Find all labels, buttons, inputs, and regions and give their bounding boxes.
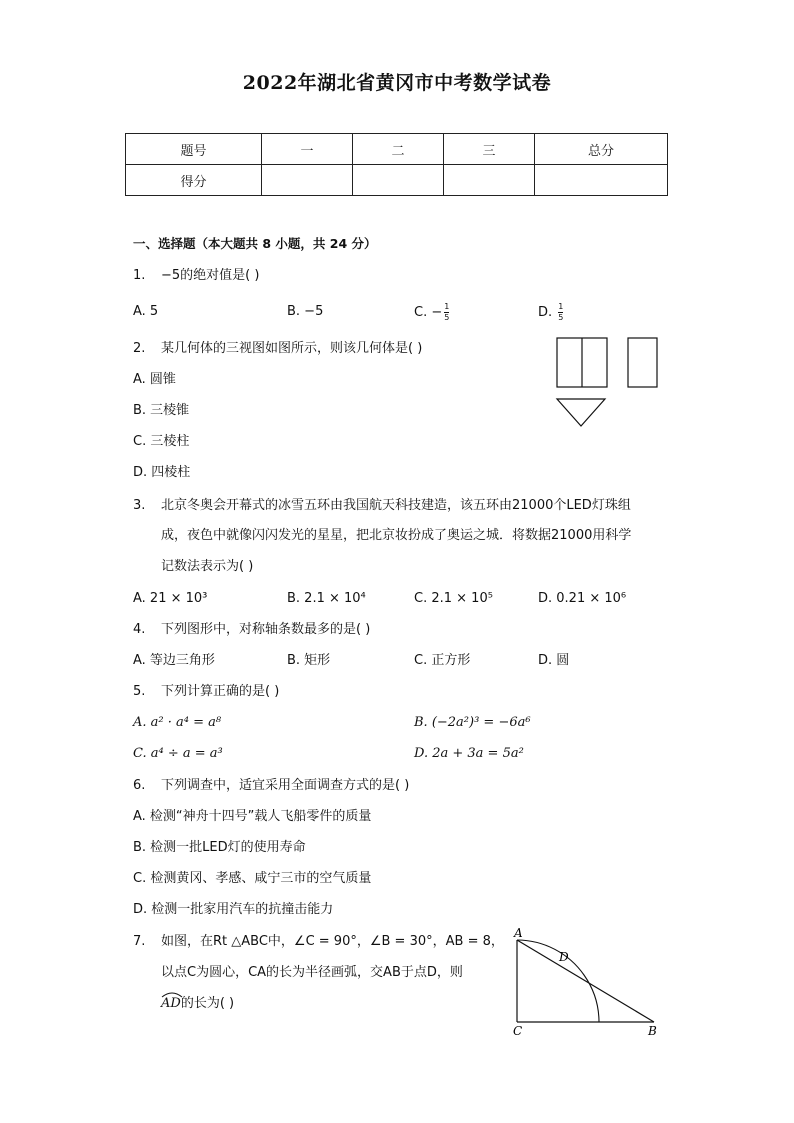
- question-number: 7.: [133, 934, 146, 949]
- score-cell: 总分: [535, 134, 668, 165]
- score-cell: 三: [444, 134, 535, 165]
- top-view-triangle: [557, 399, 605, 426]
- point-b-label: B: [648, 1024, 657, 1038]
- question-number: 6.: [133, 778, 146, 793]
- option-a: A. a² · a⁴ = a⁸: [133, 715, 222, 730]
- fraction-denominator: 5: [444, 313, 450, 322]
- question-stem-line: 成，夜色中就像闪闪发光的星星，把北京妆扮成了奥运之城．将数据21000用科学: [161, 528, 632, 543]
- option-a: A. 等边三角形: [133, 653, 215, 668]
- fraction: [558, 303, 563, 322]
- question-stem-line: 以点C为圆心，CA的长为半径画弧，交AB于点D，则: [161, 965, 463, 980]
- exam-title: 2022年湖北省黄冈市中考数学试卷: [242, 72, 552, 94]
- option-d: D. 0.21 × 10⁶: [538, 591, 627, 606]
- triangle-figure: [505, 925, 670, 1040]
- question-number: 5.: [133, 684, 146, 699]
- question-number: 4.: [133, 622, 146, 637]
- question-stem: 下列计算正确的是( ): [161, 684, 280, 699]
- side-view: [628, 338, 657, 387]
- score-cell: 二: [353, 134, 444, 165]
- option-d-prefix: D.: [538, 305, 557, 320]
- option-b: B. 三棱锥: [133, 403, 190, 418]
- fraction-denominator: 5: [558, 313, 564, 322]
- option-c: C. 三棱柱: [133, 434, 190, 449]
- option-d: D. 2a + 3a = 5a²: [414, 746, 524, 761]
- option-d: D. 圆: [538, 653, 570, 668]
- option-d: D. 检测一批家用汽车的抗撞击能力: [133, 902, 334, 917]
- question-stem-line: [161, 995, 234, 1013]
- score-cell: 一: [262, 134, 353, 165]
- arc-mark-icon: [161, 990, 183, 998]
- option-b: B. (−2a²)³ = −6a⁶: [414, 715, 531, 730]
- option-d: D. 四棱柱: [133, 465, 191, 480]
- option-c: C. 正方形: [414, 653, 471, 668]
- question-stem: 下列调查中，适宜采用全面调查方式的是( ): [161, 778, 410, 793]
- arc-ad: [517, 940, 599, 1022]
- three-view-figure: [553, 335, 663, 430]
- score-cell: 得分: [126, 165, 262, 196]
- question-stem-tail: 的长为( ): [180, 996, 235, 1011]
- segment-ab: [517, 940, 654, 1022]
- option-c: [414, 303, 449, 322]
- point-a-label: A: [514, 926, 523, 940]
- option-b: B. 检测一批LED灯的使用寿命: [133, 840, 306, 855]
- section-heading: 一、选择题（本大题共 8 小题，共 24 分）: [133, 236, 377, 251]
- option-a: A. 21 × 10³: [133, 591, 208, 606]
- fraction: [444, 303, 449, 322]
- score-table-score-row: [126, 165, 668, 196]
- point-c-label: C: [513, 1024, 523, 1038]
- question-stem: 某几何体的三视图如图所示，则该几何体是( ): [161, 341, 423, 356]
- fraction-numerator: 1: [444, 302, 450, 311]
- option-a: A. 检测“神舟十四号”载人飞船零件的质量: [133, 809, 372, 824]
- question-stem-line: 北京冬奥会开幕式的冰雪五环由我国航天科技建造，该五环由21000个LED灯珠组: [161, 498, 631, 513]
- score-input-cell[interactable]: [535, 165, 668, 196]
- option-a: A. 圆锥: [133, 372, 176, 387]
- option-c: C. 2.1 × 10⁵: [414, 591, 493, 606]
- point-d-label: D: [559, 950, 569, 964]
- score-input-cell[interactable]: [353, 165, 444, 196]
- option-a: A. 5: [133, 304, 159, 319]
- option-c: C. a⁴ ÷ a = a³: [133, 746, 223, 761]
- score-input-cell[interactable]: [444, 165, 535, 196]
- question-number: 3.: [133, 498, 146, 513]
- question-number: 1.: [133, 268, 146, 283]
- score-table: [125, 133, 668, 196]
- arc-ad-label: [161, 995, 181, 1013]
- score-input-cell[interactable]: [262, 165, 353, 196]
- option-c: C. 检测黄冈、孝感、咸宁三市的空气质量: [133, 871, 372, 886]
- question-number: 2.: [133, 341, 146, 356]
- question-stem: −5的绝对值是( ): [161, 268, 260, 283]
- question-stem-line: 如图，在Rt △ABC中，∠C = 90°，∠B = 30°，AB = 8，: [161, 934, 504, 949]
- option-b: B. 矩形: [287, 653, 331, 668]
- question-stem-line: 记数法表示为( ): [161, 559, 254, 574]
- score-cell: 题号: [126, 134, 262, 165]
- option-d: [538, 303, 563, 322]
- option-c-prefix: C. −: [414, 305, 443, 320]
- option-b: B. 2.1 × 10⁴: [287, 591, 366, 606]
- option-b: B. −5: [287, 304, 324, 319]
- arc-ad-text: AD: [161, 996, 181, 1011]
- fraction-numerator: 1: [558, 302, 564, 311]
- score-table-header-row: [126, 134, 668, 165]
- question-stem: 下列图形中，对称轴条数最多的是( ): [161, 622, 371, 637]
